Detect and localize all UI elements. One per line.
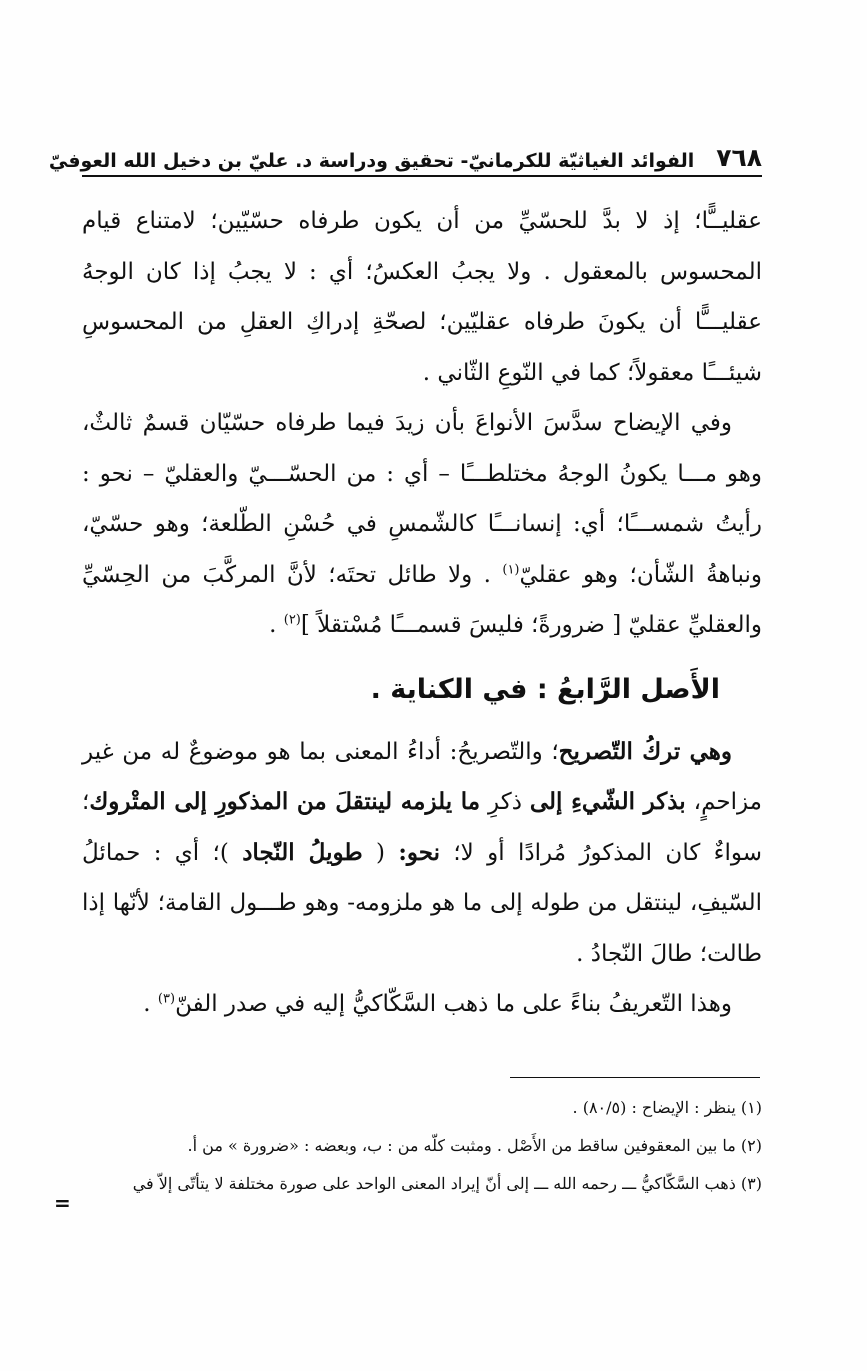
footnote-2: (٢) ما بين المعقوفين ساقط من الأَصْل . ومثبت كلّه من : ب، وبعضه : «ضرورة » من أ. [187,1136,762,1155]
term-bold-2: بذكر الشّيءِ إلى [529,788,686,815]
paragraph-4-end: . [143,991,158,1017]
paragraph-2-end: . [269,612,284,638]
footnote-3: (٣) ذهب السَّكّاكيُّ ـــ رحمه الله ـــ إلى أنّ إيراد المعنى الواحد على صورة مختلفة لا يتأتّى إلاّ في [132,1174,762,1193]
paragraph-2-text: وفي الإيضاح سدَّسَ الأنواعَ بأن زيدَ فيما طرفاه حسّيّان قسمٌ ثالثٌ، وهو مـــا يكونُ الوجهُ مختلطـــًا – أي : من الحسّـــيّ والعقليّ – نحو : رأيتُ شمســـًا؛ أي: إنسانـــًا كالشّمسِ في حُسْنِ الطّلعة؛ وهو حسّيّ، ونباهةُ الشّأن؛ وهو عقليّ [82,410,762,588]
paragraph-4-text: وهذا التّعريفُ بناءً على ما ذهب السَّكّاكيُّ إليه في صدر الفنّ [175,991,732,1017]
section-title: الأَصل الرَّابعُ : في الكناية . [370,673,720,705]
page-number: ٧٦٨ [716,143,762,172]
paragraph-3-text-2: ذكرِ [480,789,530,815]
term-bold-5: طويلُ النّجاد [242,838,363,866]
paragraph-3-text-1: ؛ والتّصريحُ: أداءُ المعنى بما هو موضوعٌ له من غير مزاحمٍ، [82,738,762,815]
paragraph-4 [82,979,762,1030]
running-title: الفوائد الغياثيّة للكرمانيّ- تحقيق ودراسة د. عليّ بن دخيل الله العوفيّ [48,150,695,172]
paragraph-3 [82,727,762,980]
paragraph-2 [82,398,762,651]
term-bold-3: ما يلزمه لينتقلَ من المذكورِ إلى المتْروك [89,788,481,815]
paragraph-3-text-3: ؛ سواءٌ كان المذكورُ مُرادًا أو لا؛ [82,789,762,866]
paragraph-3-text-5: )؛ أي : حمائلُ السّيفِ، لينتقل من طوله إلى ما هو ملزومه- وهو طـــول القامة؛ لأنّها إذا طالت؛ طالَ النّجادُ . [82,839,762,967]
footnote-rule [510,1077,760,1078]
page-header [48,136,762,172]
term-bold-1: وهي تركُ التّصريح [558,737,732,765]
continuation-mark: = [54,1191,71,1215]
footnote-1: (١) ينظر : الإيضاح : (٨٠/٥) . [572,1098,762,1117]
footnote-ref-3: (٣) [157,991,176,1007]
footnote-ref-2: (٢) [283,612,301,628]
main-text [82,196,762,1030]
header-rule [82,175,762,177]
term-bold-4: نحو: [398,838,440,866]
footnotes [52,1089,762,1203]
footnote-ref-1: (١) [502,561,520,577]
paragraph-2-cont: . ولا طائل تحتَه؛ لأنَّ المركَّبَ من الحِسّيِّ والعقليِّ عقليّ [ ضرورةً؛ فليسَ قسمـــًا مُسْتقلاً ] [82,561,762,638]
paragraph-1: عقليــًّا؛ إذ لا بدَّ للحسّيِّ من أن يكون طرفاه حسّيّين؛ لامتناع قيام المحسوس بالمعقول . ولا يجبُ العكسُ؛ أي : لا يجبُ إذا كان الوجهُ عقليـــًّا أن يكونَ طرفاه عقليّين؛ لصحّةِ إدراكِ العقلِ من المحسوسِ شيئـــًا معقولاً؛ كما في النّوعِ الثّاني . [82,208,762,386]
paragraph-3-text-4: ( [362,839,399,866]
